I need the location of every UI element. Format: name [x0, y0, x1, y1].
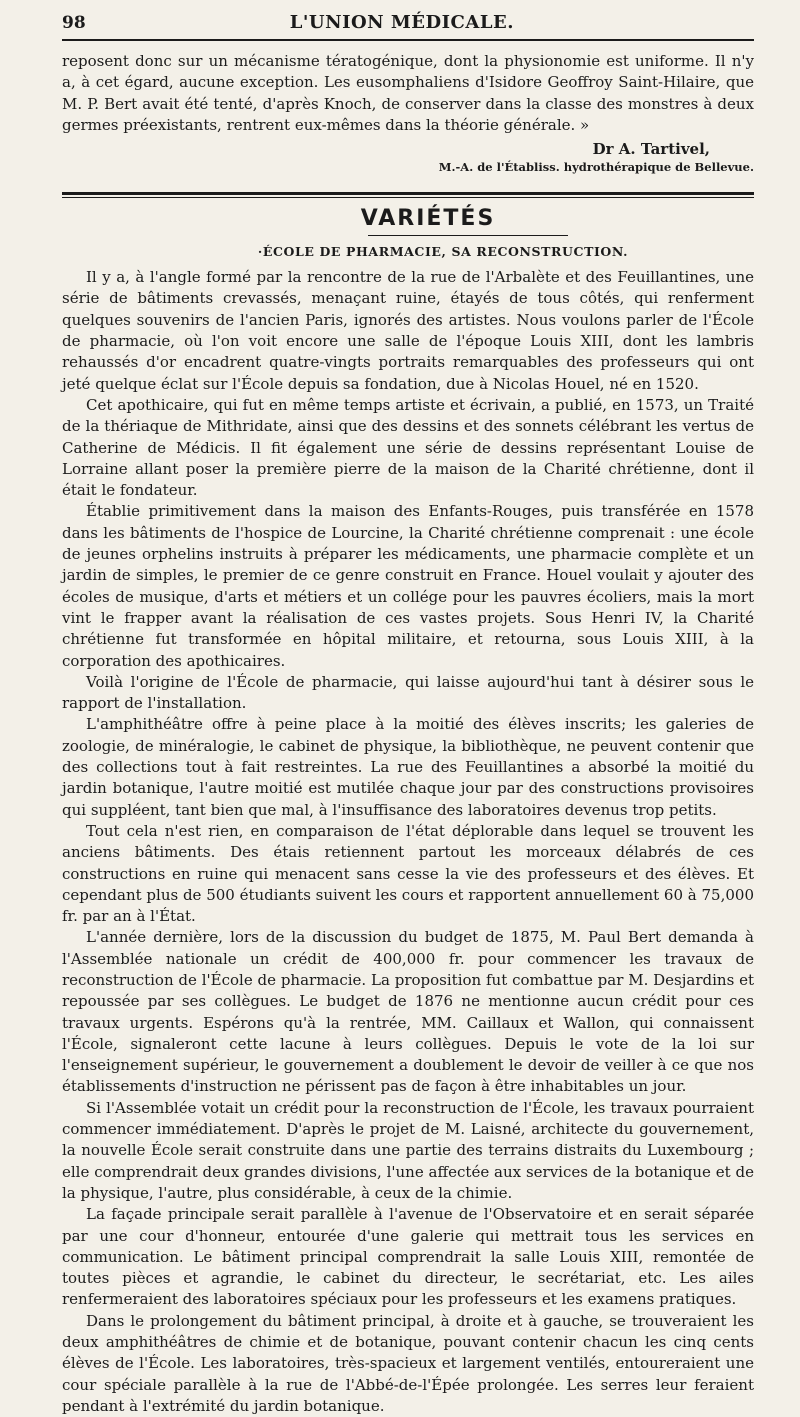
section-divider-thin — [62, 197, 754, 198]
page-number: 98 — [62, 13, 86, 33]
header-rule — [62, 39, 754, 41]
article-subtitle: ·ÉCOLE DE PHARMACIE, SA RECONSTRUCTION. — [257, 244, 629, 260]
author-signature: Dr A. Tartivel, — [592, 140, 710, 159]
paragraph: Tout cela n'est rien, en comparaison de l'état déplorable dans lequel se trouvent les anciens bâtiments. Des étais retiennent partout les morceaux délabrés de ces constructions en ruine qui menacent sans cesse la vie des professeurs et des élèves. Et cependant plus de 500 étudiants suivent les cours et rapportent annuellement 60 à 75,000 fr. par an à l'État. — [62, 821, 754, 926]
paragraph: Voilà l'origine de l'École de pharmacie, qui laisse aujourd'hui tant à désirer sous le rapport de l'installation. — [62, 672, 754, 713]
section-divider — [62, 192, 754, 195]
paragraph: Il y a, à l'angle formé par la rencontre de la rue de l'Arbalète et des Feuillantines, une série de bâtiments crevassés, menaçant ruine, étayés de tous côtés, qui renferment quelques souvenirs de l'ancien Paris, ignorés des artistes. Nous voulons parler de l'École de pharmacie, où l'on voit encore une salle de l'époque Louis XIII, dont les lambris rehaussés d'or encadrent quatre-vingts portraits remarquables des professeurs qui ont jeté quelque éclat sur l'École depuis sa fondation, due à Nicolas Houel, né en 1520. — [62, 268, 754, 393]
paragraph: Dans le prolongement du bâtiment principal, à droite et à gauche, se trouveraient les deux amphithéâtres de chimie et de botanique, pouvant contenir chacun les cinq cents élèves de l'École. Les laboratoires, très-spacieux et largement ventilés, entoureraient une cour spéciale parallèle à la rue de l'Abbé-de-l'Épée prolongée. Les serres leur feraient pendant à l'extrémité du jardin botanique. — [62, 1311, 754, 1415]
page-header — [62, 10, 754, 33]
paragraph: La façade principale serait parallèle à l'avenue de l'Observatoire et en serait séparée par une cour d'honneur, entourée d'une galerie qui mettrait tous les services en communication. Le bâtiment principal comprendrait la salle Louis XIII, remontée de toutes pièces et agrandie, le cabinet du directeur, le secrétariat, etc. Les ailes renfermeraient des laboratoires spéciaux pour les professeurs et les examens pratiques. — [62, 1205, 754, 1309]
article-body — [62, 267, 754, 1417]
paragraph: L'année dernière, lors de la discussion du budget de 1875, M. Paul Bert demanda à l'Assemblée nationale un crédit de 400,000 fr. pour commencer les travaux de reconstruction de l'École de pharmacie. La proposition fut combattue par M. Desjardins et repoussée par ses collègues. Le budget de 1876 ne mentionne aucun crédit pour ces travaux urgents. Espérons qu'à la rentrée, MM. Caillaux et Wallon, qui connaissent l'École, signaleront cette lacune à leurs collègues. Depuis le vote de la loi sur l'enseignement supérieur, le gouvernement a doublement le devoir de veiller à ce que nos établissements d'instruction ne périssent pas de façon à être inhabitables un jour. — [62, 928, 754, 1096]
paragraph: L'amphithéâtre offre à peine place à la moitié des élèves inscrits; les galeries de zoologie, de minéralogie, le cabinet de physique, la bibliothèque, ne peuvent contenir que des collections tout à fait restreintes. La rue des Feuillantines a absorbé la moitié du jardin botanique, l'autre moitié est mutilée chaque jour par des constructions provisoires qui suppléent, tant bien que mal, à l'insuffisance des laboratoires devenus trop petits. — [62, 715, 754, 819]
author-affiliation: M.-A. de l'Établiss. hydrothérapique de Bellevue. — [438, 160, 754, 175]
paragraph: Si l'Assemblée votait un crédit pour la reconstruction de l'École, les travaux pourraient commencer immédiatement. D'après le projet de M. Laisné, architecte du gouvernement, la nouvelle École serait construite dans une partie des terrains distraits du Luxembourg ; elle comprendrait deux grandes divisions, l'une affectée aux services de la botanique et de la physique, l'autre, plus considérable, à ceux de la chimie. — [62, 1098, 754, 1202]
previous-article-closing: reposent donc sur un mécanisme tératogénique, dont la physionomie est uniforme. Il n'y a, à cet égard, aucune exception. Les eusomphaliens d'Isidore Geoffroy Saint-Hilaire, que M. P. Bert avait été tenté, d'après Knoch, de conserver dans la classe des monstres à deux germes préexistants, rentrent eux-mêmes dans la théorie générale. » — [62, 52, 754, 134]
title-rule — [368, 235, 568, 236]
signature-block — [62, 140, 754, 174]
running-head: L'UNION MÉDICALE. — [289, 12, 514, 33]
paragraph: Établie primitivement dans la maison des Enfants-Rouges, puis transférée en 1578 dans les bâtiments de l'hospice de Lourcine, la Charité chrétienne comprenait : une école de jeunes orphelins instruits à préparer les médicaments, une pharmacie complète et un jardin de simples, le premier de ce genre construit en France. Houel voulait y ajouter des écoles de musique, d'arts et métiers et un collége pour les pauvres écoliers, mais la mort vint le frapper avant la réalisation de ces vastes projets. Sous Henri IV, la Charité chrétienne fut transformée en hôpital militaire, et retourna, sous Louis XIII, à la corporation des apothicaires. — [62, 502, 754, 670]
section-title: VARIÉTÉS — [360, 206, 496, 232]
paragraph: Cet apothicaire, qui fut en même temps artiste et écrivain, a publié, en 1573, un Traité de la thériaque de Mithridate, ainsi que des dessins et des sonnets célébrant les vertus de Catherine de Médicis. Il fit également une série de dessins représentant Louise de Lorraine allant poser la première pierre de la maison de la Charité chrétienne, dont il était le fondateur. — [62, 395, 754, 500]
